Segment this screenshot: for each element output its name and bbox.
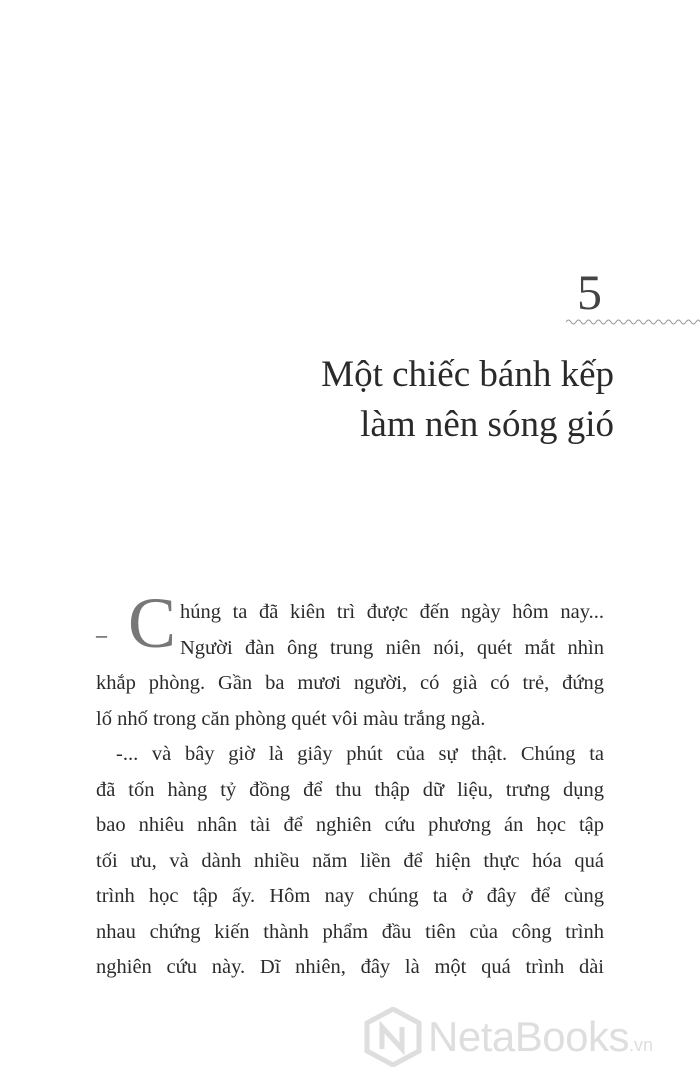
- chapter-number: 5: [577, 264, 602, 320]
- watermark-text: [428, 1013, 653, 1061]
- text-line: trình học tập ấy. Hôm nay chúng ta ở đây để cùng: [96, 885, 604, 907]
- text-line: nhau chứng kiến thành phẩm đầu tiên của công trình: [96, 920, 604, 943]
- chapter-title-line-2: làm nên sóng gió: [360, 404, 614, 445]
- text-line: đã tốn hàng tỷ đồng để thu thập dữ liệu, trưng dụng: [96, 778, 604, 801]
- wavy-divider: [566, 318, 700, 326]
- text-line: nghiên cứu này. Dĩ nhiên, đây là một quá trình dài: [96, 956, 604, 978]
- text-line: -... và bây giờ là giây phút của sự thật. Chúng ta: [116, 743, 604, 765]
- text-line: Người đàn ông trung niên nói, quét mắt nhìn: [180, 636, 604, 659]
- drop-cap: C: [128, 583, 177, 663]
- chapter-title-line-1: Một chiếc bánh kếp: [321, 354, 614, 395]
- opening-paragraph: [96, 583, 604, 666]
- chapter-title: [254, 350, 614, 450]
- text-line: bao nhiêu nhân tài để nghiên cứu phương án học tập: [96, 814, 604, 836]
- netabooks-watermark: [364, 1005, 694, 1071]
- text-line: húng ta đã kiên trì được đến ngày hôm nay...: [180, 601, 604, 623]
- opening-dash: –: [96, 622, 107, 647]
- watermark-brand: NetaBooks: [428, 1013, 629, 1060]
- body-text: [96, 583, 604, 986]
- watermark-suffix: .vn: [628, 1035, 653, 1055]
- text-line: lố nhố trong căn phòng quét vôi màu trắng ngà.: [96, 707, 486, 730]
- netabooks-logo-icon: [364, 1007, 422, 1067]
- text-line: tối ưu, và dành nhiều năm liền để hiện thực hóa quá: [96, 849, 604, 872]
- text-line: khắp phòng. Gần ba mươi người, có già có trẻ, đứng: [96, 672, 604, 694]
